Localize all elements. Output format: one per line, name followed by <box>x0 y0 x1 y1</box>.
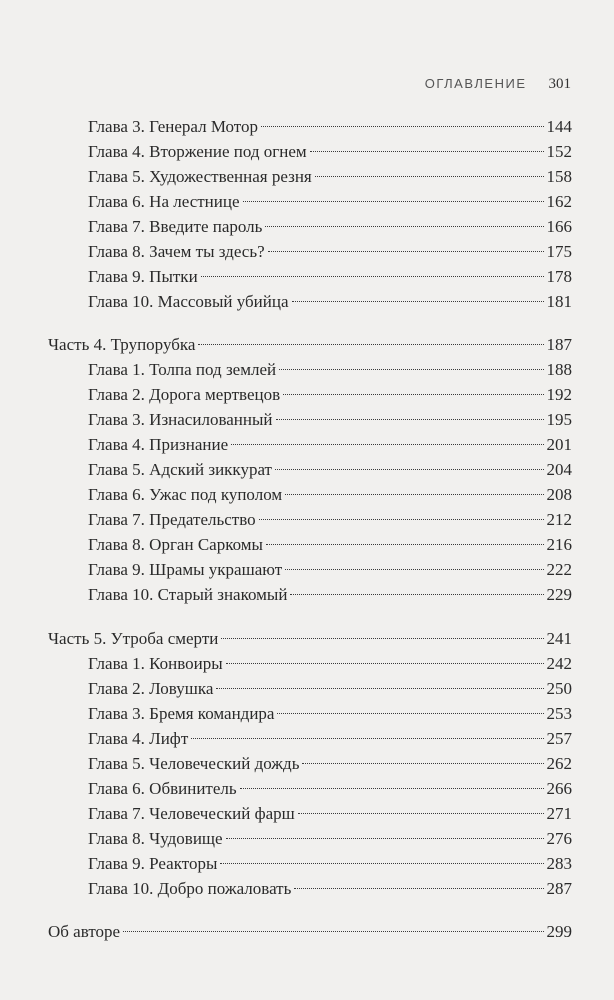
toc-entry <box>88 240 572 264</box>
dot-leader <box>243 201 544 202</box>
toc-entry-label: Глава 5. Художественная резня <box>88 167 312 186</box>
toc-entry-label: Глава 5. Человеческий дождь <box>88 754 300 773</box>
toc-entry-label: Глава 6. Обвинитель <box>88 779 237 798</box>
toc-entry <box>88 140 572 164</box>
toc-entry-label: Глава 4. Вторжение под огнем <box>88 142 307 161</box>
dot-leader <box>226 663 544 664</box>
toc-entry-label: Глава 6. На лестнице <box>88 192 240 211</box>
toc-part-entry <box>48 920 572 944</box>
dot-leader <box>220 863 543 864</box>
dot-leader <box>240 788 544 789</box>
dot-leader <box>290 594 543 595</box>
dot-leader <box>221 638 543 639</box>
toc-entry <box>88 433 572 457</box>
toc-entry-page: 152 <box>546 142 572 161</box>
toc-entry <box>88 483 572 507</box>
toc-entry-page: 212 <box>546 510 572 529</box>
dot-leader <box>283 394 543 395</box>
toc-part-entry <box>48 333 572 357</box>
dot-leader <box>261 126 544 127</box>
dot-leader <box>315 176 544 177</box>
running-head <box>425 76 571 93</box>
toc-entry-page: 283 <box>546 854 572 873</box>
toc-entry <box>88 877 572 901</box>
toc-entry-label: Глава 9. Шрамы украшают <box>88 560 283 579</box>
toc-entry-page: 195 <box>546 410 572 429</box>
toc-entry <box>88 827 572 851</box>
toc-entry-page: 192 <box>546 385 572 404</box>
dot-leader <box>292 301 544 302</box>
toc-entry <box>88 115 572 139</box>
toc-entry <box>88 408 572 432</box>
toc-entry <box>88 583 572 607</box>
toc-entry-page: 299 <box>546 922 572 941</box>
toc-entry-label: Об авторе <box>48 922 121 941</box>
toc-entry-page: 158 <box>546 167 572 186</box>
toc-entry-page: 266 <box>546 779 572 798</box>
dot-leader <box>266 544 544 545</box>
toc-entry-label: Глава 8. Зачем ты здесь? <box>88 242 265 261</box>
dot-leader <box>198 344 543 345</box>
toc-entry-page: 271 <box>546 804 572 823</box>
toc-entry-page: 181 <box>546 292 572 311</box>
dot-leader <box>191 738 543 739</box>
toc-entry-label: Глава 5. Адский зиккурат <box>88 460 272 479</box>
toc-entry-page: 262 <box>546 754 572 773</box>
toc-entry-label: Глава 7. Человеческий фарш <box>88 804 295 823</box>
toc-entry-label: Глава 1. Толпа под землей <box>88 360 277 379</box>
dot-leader <box>123 931 543 932</box>
toc-entry-page: 257 <box>546 729 572 748</box>
toc-entry <box>88 777 572 801</box>
toc-entry-page: 229 <box>546 585 572 604</box>
toc-entry-label: Глава 3. Бремя командира <box>88 704 275 723</box>
toc-entry-label: Глава 1. Конвоиры <box>88 654 223 673</box>
toc-entry <box>88 358 572 382</box>
dot-leader <box>285 494 543 495</box>
toc-entry-label: Глава 9. Реакторы <box>88 854 218 873</box>
toc-entry-label: Глава 3. Генерал Мотор <box>88 117 258 136</box>
toc-entry-label: Глава 10. Добро пожаловать <box>88 879 292 898</box>
toc-entry-page: 253 <box>546 704 572 723</box>
toc-entry <box>88 190 572 214</box>
dot-leader <box>231 444 543 445</box>
dot-leader <box>226 838 544 839</box>
dot-leader <box>265 226 543 227</box>
dot-leader <box>294 888 543 889</box>
toc-entry <box>88 652 572 676</box>
dot-leader <box>302 763 543 764</box>
toc-entry-label: Часть 5. Утроба смерти <box>48 629 219 648</box>
toc-entry <box>88 265 572 289</box>
toc-entry-page: 187 <box>546 335 572 354</box>
toc-entry-page: 242 <box>546 654 572 673</box>
dot-leader <box>275 469 544 470</box>
dot-leader <box>285 569 543 570</box>
toc-entry-page: 208 <box>546 485 572 504</box>
dot-leader <box>279 369 543 370</box>
toc-entry-page: 144 <box>546 117 572 136</box>
toc-entry <box>88 852 572 876</box>
toc-entry-page: 216 <box>546 535 572 554</box>
toc-entry-label: Глава 8. Орган Саркомы <box>88 535 263 554</box>
toc-entry-label: Глава 10. Массовый убийца <box>88 292 289 311</box>
toc-entry-page: 178 <box>546 267 572 286</box>
toc-entry-page: 201 <box>546 435 572 454</box>
toc-entry-label: Глава 2. Ловушка <box>88 679 214 698</box>
dot-leader <box>310 151 544 152</box>
page-number: 301 <box>548 76 571 92</box>
running-head-title: ОГЛАВЛЕНИЕ <box>424 76 527 91</box>
toc-entry-page: 276 <box>546 829 572 848</box>
toc-entry-label: Глава 7. Предательство <box>88 510 256 529</box>
toc-entry-page: 204 <box>546 460 572 479</box>
dot-leader <box>298 813 544 814</box>
toc-entry <box>88 458 572 482</box>
toc-entry <box>88 508 572 532</box>
dot-leader <box>268 251 544 252</box>
toc-entry-label: Часть 4. Трупорубка <box>48 335 196 354</box>
toc-entry-label: Глава 6. Ужас под куполом <box>88 485 283 504</box>
toc-entry-page: 166 <box>546 217 572 236</box>
toc-entry-label: Глава 8. Чудовище <box>88 829 223 848</box>
toc-entry-page: 175 <box>546 242 572 261</box>
toc-entry <box>88 702 572 726</box>
toc-entry-label: Глава 4. Признание <box>88 435 229 454</box>
dot-leader <box>216 688 543 689</box>
toc-entry-label: Глава 10. Старый знакомый <box>88 585 288 604</box>
dot-leader <box>276 419 544 420</box>
toc-entry <box>88 383 572 407</box>
toc-entry <box>88 752 572 776</box>
toc-entry-page: 287 <box>546 879 572 898</box>
toc-entry-label: Глава 2. Дорога мертвецов <box>88 385 281 404</box>
dot-leader <box>259 519 544 520</box>
dot-leader <box>201 276 544 277</box>
toc-entry <box>88 165 572 189</box>
toc-entry <box>88 215 572 239</box>
toc-entry <box>88 558 572 582</box>
toc-entry-page: 222 <box>546 560 572 579</box>
toc-entry-label: Глава 9. Пытки <box>88 267 198 286</box>
toc-entry <box>88 802 572 826</box>
toc-entry <box>88 290 572 314</box>
toc-entry <box>88 677 572 701</box>
dot-leader <box>277 713 543 714</box>
toc-entry-page: 162 <box>546 192 572 211</box>
toc-entry-page: 250 <box>546 679 572 698</box>
toc-entry-label: Глава 3. Изнасилованный <box>88 410 273 429</box>
toc-entry-label: Глава 4. Лифт <box>88 729 189 748</box>
toc-entry <box>88 727 572 751</box>
toc-entry-page: 241 <box>546 629 572 648</box>
toc-entry-page: 188 <box>546 360 572 379</box>
toc-part-entry <box>48 627 572 651</box>
toc-entry-label: Глава 7. Введите пароль <box>88 217 263 236</box>
toc-entry <box>88 533 572 557</box>
